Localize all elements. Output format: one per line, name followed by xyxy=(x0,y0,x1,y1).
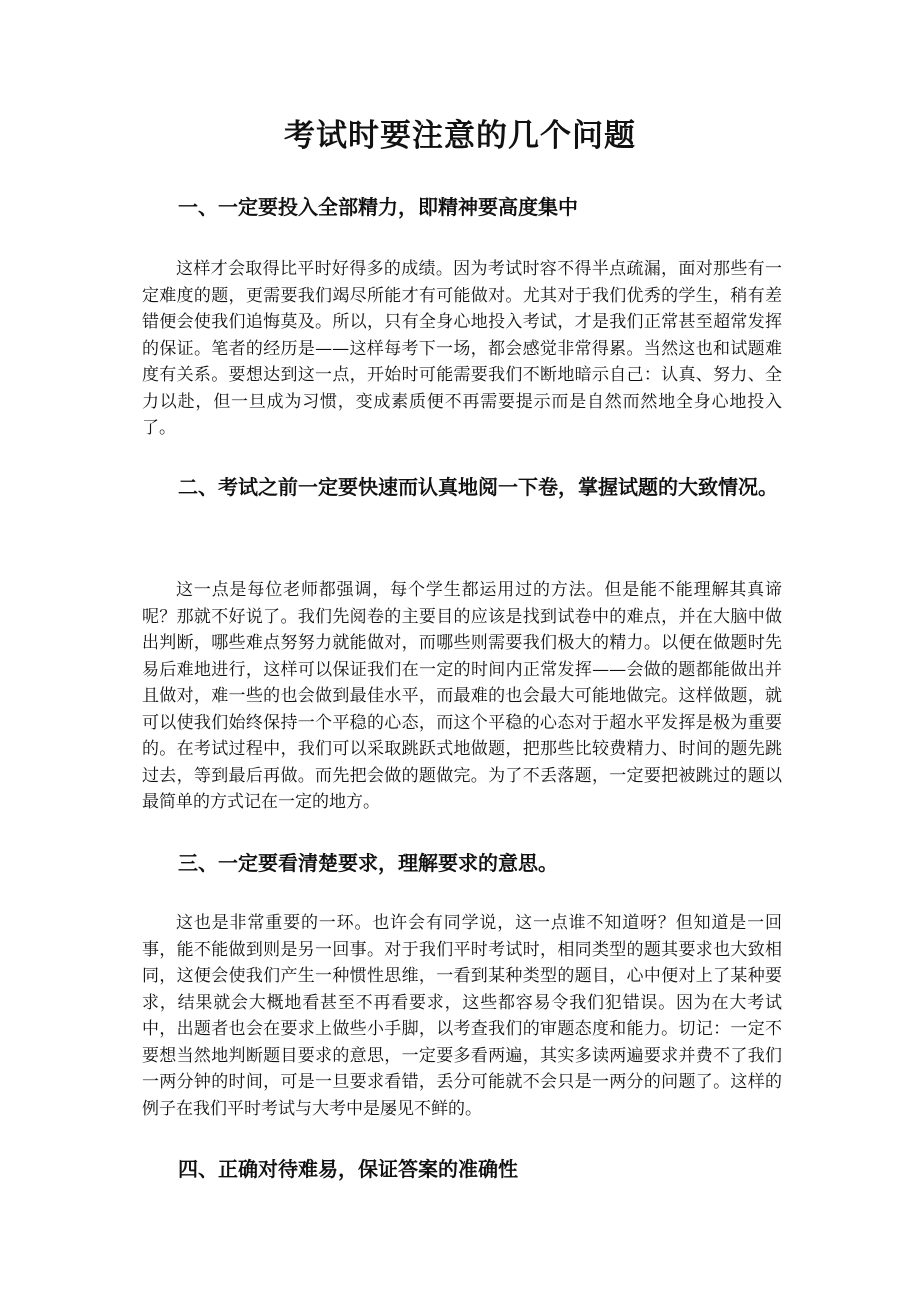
section-2-heading: 二、考试之前一定要快速而认真地阅一下卷，掌握试题的大致情况。 xyxy=(178,475,778,499)
section-1-body: 这样才会取得比平时好得多的成绩。因为考试时容不得半点疏漏，面对那些有一定难度的题，更需要我们竭尽所能才有可能做对。尤其对于我们优秀的学生，稍有差错便会使我们追悔莫及。所以，只有全身心地投入考试，才是我们正常甚至超常发挥的保证。笔者的经历是——这样每考下一场，都会感觉非常得累。当然这也和试题难度有关系。要想达到这一点，开始时可能需要我们不断地暗示自己：认真、努力、全力以赴，但一旦成为习惯，变成素质便不再需要提示而是自然而然地全身心地投入了。 xyxy=(142,259,782,438)
section-3-heading: 三、一定要看清楚要求，理解要求的意思。 xyxy=(178,851,558,875)
section-2-body: 这一点是每位老师都强调，每个学生都运用过的方法。但是能不能理解其真谛呢？那就不好说了。我们先阅卷的主要目的应该是找到试卷中的难点，并在大脑中做出判断，哪些难点努努力就能做对，而哪些则需要我们极大的精力。以便在做题时先易后难地进行，这样可以保证我们在一定的时间内正常发挥——会做的题都能做出并且做对，难一些的也会做到最佳水平，而最难的也会最大可能地做完。这样做题，就可以使我们始终保持一个平稳的心态，而这个平稳的心态对于超水平发挥是极为重要的。在考试过程中，我们可以采取跳跃式地做题，把那些比较费精力、时间的题先跳过去，等到最后再做。而先把会做的题做完。为了不丢落题，一定要把被跳过的题以最简单的方式记在一定的地方。 xyxy=(142,580,782,812)
document-title: 考试时要注意的几个问题 xyxy=(284,118,636,154)
section-4-heading: 四、正确对待难易，保证答案的准确性 xyxy=(178,1157,518,1181)
section-3-body: 这也是非常重要的一环。也许会有同学说，这一点谁不知道呀？但知道是一回事，能不能做到则是另一回事。对于我们平时考试时，相同类型的题其要求也大致相同，这便会使我们产生一种惯性思维，一看到某种类型的题目，心中便对上了某种要求，结果就会大概地看甚至不再看要求，这些都容易令我们犯错误。因为在大考试中，出题者也会在要求上做些小手脚，以考查我们的审题态度和能力。切记：一定不要想当然地判断题目要求的意思，一定要多看两遍，其实多读两遍要求并费不了我们一两分钟的时间，可是一旦要求看错，丢分可能就不会只是一两分的问题了。这样的例子在我们平时考试与大考中是屡见不鲜的。 xyxy=(142,913,782,1119)
section-1-heading: 一、一定要投入全部精力，即精神要高度集中 xyxy=(178,195,578,219)
